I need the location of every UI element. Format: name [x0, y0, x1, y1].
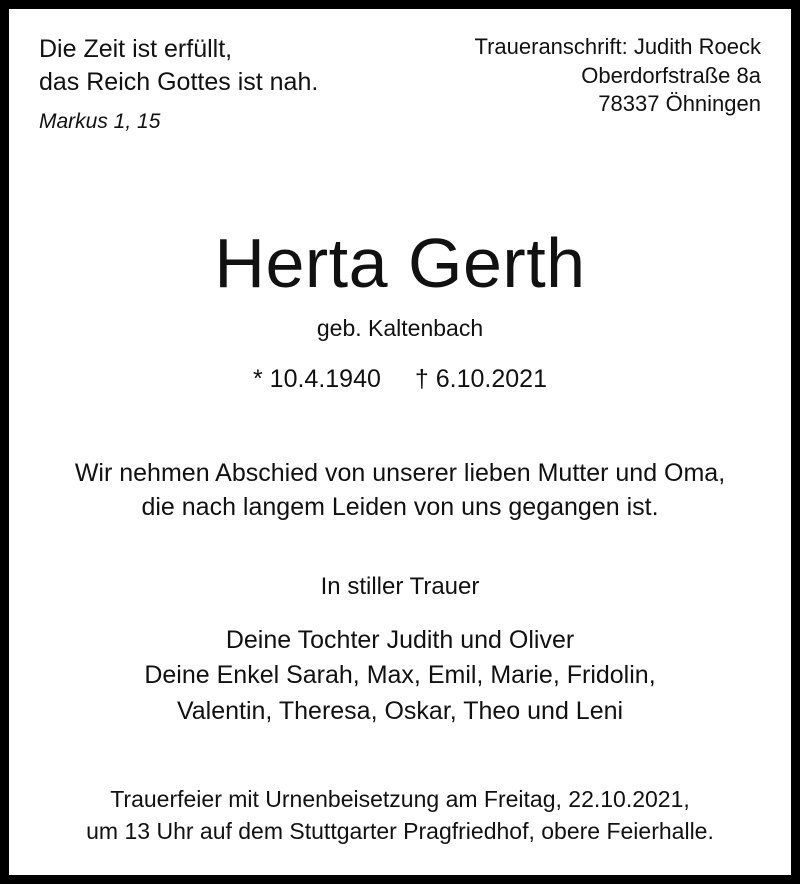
mourning-address — [474, 33, 761, 119]
deceased-maiden-name: geb. Kaltenbach — [316, 314, 484, 341]
service-line-1: Trauerfeier mit Urnenbeisetzung am Freitag, 22.10.2021, — [110, 786, 690, 813]
service-line-2: um 13 Uhr auf dem Stuttgarter Pragfriedhof, obere Feierhalle. — [86, 818, 714, 845]
family-line-3: Valentin, Theresa, Oskar, Theo und Leni — [176, 696, 624, 725]
message-line-1: Wir nehmen Abschied von unserer lieben Mutter und Oma, — [74, 458, 726, 487]
header-row — [39, 33, 761, 135]
death-date: † 6.10.2021 — [414, 364, 547, 393]
mourning-label: In stiller Trauer — [320, 572, 480, 600]
deceased-block — [39, 224, 761, 394]
deceased-dates — [39, 365, 761, 394]
message-line-2: die nach langem Leiden von uns gegangen ist. — [141, 493, 659, 522]
birth-date: * 10.4.1940 — [253, 364, 381, 393]
verse-line-2: das Reich Gottes ist nah. — [39, 67, 319, 96]
address-line-2: Oberdorfstraße 8a — [581, 62, 761, 88]
deceased-name: Herta Gerth — [214, 224, 586, 303]
verse-line-1: Die Zeit ist erfüllt, — [39, 35, 233, 63]
address-line-3: 78337 Öhningen — [598, 91, 761, 117]
address-line-1: Traueranschrift: Judith Roeck — [474, 34, 761, 59]
family-line-2: Deine Enkel Sarah, Max, Emil, Marie, Fridolin, — [144, 661, 656, 690]
bible-verse — [39, 33, 318, 135]
service-details — [39, 783, 761, 847]
family-line-1: Deine Tochter Judith und Oliver — [225, 625, 575, 654]
family-names — [39, 623, 761, 730]
farewell-message — [39, 456, 761, 525]
verse-source: Markus 1, 15 — [39, 110, 161, 133]
